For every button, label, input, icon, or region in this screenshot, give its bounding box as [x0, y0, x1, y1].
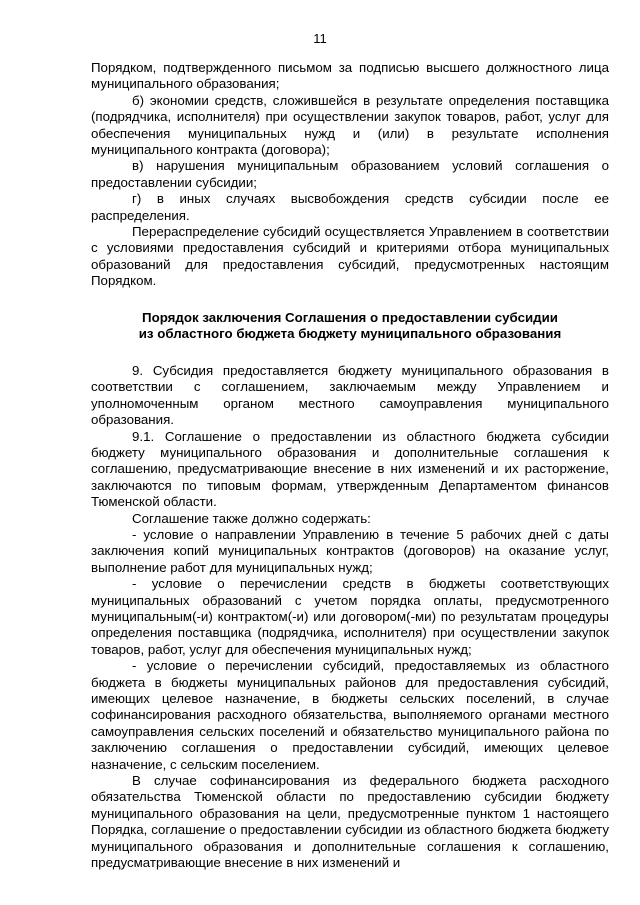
paragraph-agreement-contents: Соглашение также должно содержать: [132, 510, 371, 526]
list-item-v: в) нарушения муниципальным образованием условий соглашения о предоставлении субсидии; [91, 158, 609, 190]
paragraph-9-1: 9.1. Соглашение о предоставлении из областного бюджета субсидии бюджету муниципального образования и дополнительные соглашения к соглашению, предусматривающие внесение в них изменений и их расторжение, заключаются по типовым формам, утвержденным Департаментом финансов Тюменской области. [91, 428, 609, 510]
paragraph-redistribution: Перераспределение субсидий осуществляется Управлением в соответствии с условиями предоставления субсидий и критериями отбора муниципальных образований для предоставления субсидий, предусмотренных настоящим Порядком. [91, 224, 609, 289]
list-item-subsidies-transfer: - условие о перечислении субсидий, предоставляемых из областного бюджета в бюджеты муниципальных районов для предоставления субсидий, имеющих целевое назначение, в бюджеты сельских поселений, в случае софинансирования расходного обязательства, выполняемого органами местного самоуправления сельских поселений и обязательство муниципального района по заключению соглашения о предоставлении субсидий, имеющих целевое назначение, с сельским поселением. [91, 658, 609, 772]
section-heading-line-2: из областного бюджета бюджету муниципального образования [138, 326, 562, 342]
list-item-b: б) экономии средств, сложившейся в результате определения поставщика (подрядчика, исполнителя) при осуществлении закупок товаров, работ, услуг для обеспечения муниципальных нужд и (или) в результате исполнения муниципального контракта (договора); [91, 92, 609, 158]
paragraph-9: 9. Субсидия предоставляется бюджету муниципального образования в соответствии с соглашением, заключаемым между Управлением и уполномоченным органом местного самоуправления муниципального образования. [91, 362, 609, 428]
list-item-g: г) в иных случаях высвобождения средств субсидии после ее распределения. [91, 191, 609, 223]
paragraph-federal-cofinancing: В случае софинансирования из федерального бюджета расходного обязательства Тюменской области по предоставлению субсидии бюджету муниципального образования на цели, предусмотренные пунктом 1 настоящего Порядка, соглашение о предоставлении субсидии из областного бюджета бюджету муниципального образования и дополнительные соглашения к соглашению, предусматривающие внесение в них изменений и [91, 773, 609, 871]
section-heading [91, 310, 609, 343]
list-item-funds-transfer: - условие о перечислении средств в бюджеты соответствующих муниципальных образований с учетом порядка оплаты, предусмотренного муниципальным(-и) контрактом(-и) или договором(-ми) по результатам процедуры определения поставщика (подрядчика, исполнителя) при осуществлении закупок товаров, работ, услуг для обеспечения муниципальных нужд; [91, 576, 609, 657]
section-heading-line-1: Порядок заключения Соглашения о предоставлении субсидии [142, 309, 558, 325]
paragraph-continuation: Порядком, подтвержденного письмом за подписью высшего должностного лица муниципального образования; [91, 60, 609, 92]
list-item-contracts-copies: - условие о направлении Управлению в течение 5 рабочих дней с даты заключения копий муниципальных контрактов (договоров) на оказание услуг, выполнение работ для муниципальных нужд; [91, 526, 609, 575]
document-body [91, 60, 609, 871]
page-number: 11 [313, 31, 327, 46]
